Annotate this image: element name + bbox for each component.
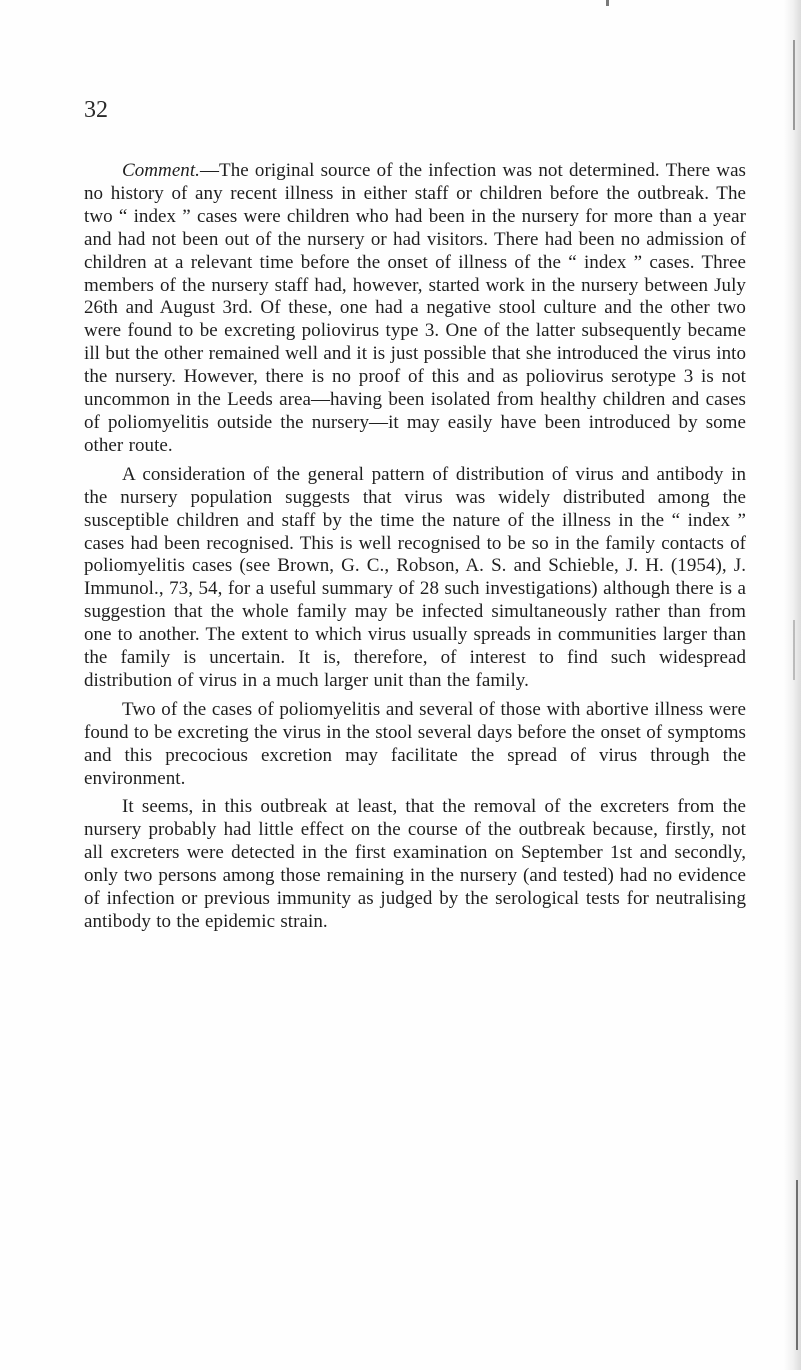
paragraph-removal — [84, 796, 746, 933]
scan-streak — [796, 1180, 798, 1350]
paragraph-text: It seems, in this outbreak at least, that the removal of the excreters from the nursery probably had little effect on the course of the outbreak because, firstly, not all excreters were detected in the first examination on September 1st and secondly, only two persons among those remaining in the nursery (and tested) had no evidence of infection or previous immunity as judged by the serological tests for neutralising antibody to the epidemic strain. — [84, 796, 746, 932]
body-text — [84, 160, 746, 934]
scan-streak — [793, 620, 795, 680]
paragraph-lead-italic: Comment. — [122, 160, 200, 181]
page-edge-shadow — [783, 0, 801, 1370]
paragraph-excretion — [84, 699, 746, 791]
scan-streak — [793, 40, 795, 130]
paragraph-text: —The original source of the infection was not determined. There was no history of any recent illness in either staff or children before the outbreak. The two “ index ” cases were children who had been in the nursery for more than a year and had not been out of the nursery or had visitors. There had been no admission of children at a relevant time before the onset of illness of the “ index ” cases. Three members of the nursery staff had, however, started work in the nursery between July 26th and August 3rd. Of these, one had a negative stool culture and the other two were found to be excreting poliovirus type 3. One of the latter subsequently became ill but the other remained well and it is just possible that she introduced the virus into the nursery. However, there is no proof of this and as poliovirus serotype 3 is not uncommon in the Leeds area—having been isolated from healthy children and cases of poliomyelitis outside the nursery—it may easily have been introduced by some other route. — [84, 160, 746, 456]
paragraph-comment — [84, 160, 746, 458]
scan-mark — [606, 0, 609, 6]
page-number: 32 — [84, 97, 108, 123]
paragraph-text: Two of the cases of poliomyelitis and several of those with abortive illness were found to be excreting the virus in the stool several days before the onset of symptoms and this precocious excretion may facilitate the spread of virus through the environment. — [84, 698, 746, 789]
paragraph-distribution — [84, 464, 746, 693]
paragraph-text: A consideration of the general pattern of distribution of virus and antibody in the nursery population suggests that virus was widely distributed among the susceptible children and staff by the time the nature of the illness in the “ index ” cases had been recognised. This is well recognised to be so in the family contacts of poliomyelitis cases (see Brown, G. C., Robson, A. S. and Schieble, J. H. (1954), J. Immunol., 73, 54, for a useful summary of 28 such investigations) although there is a suggestion that the whole family may be infected simultaneously rather than from one to another. The extent to which virus usually spreads in communities larger than the family is uncertain. It is, therefore, of interest to find such widespread distribution of virus in a much larger unit than the family. — [84, 463, 746, 691]
